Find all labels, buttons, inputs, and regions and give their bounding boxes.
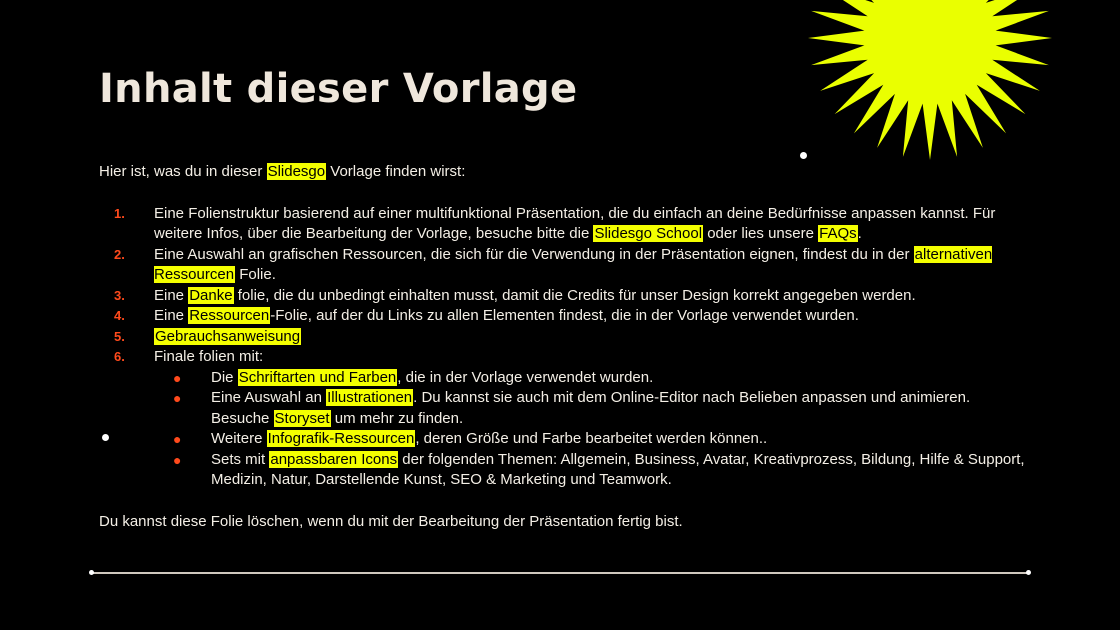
- item-text: Eine Folienstruktur basierend auf einer multifunktional Präsentation, die du einfach an deine Bedürfnisse anpassen kannst. Für weitere Infos, über die Bearbeitung der Vorlage, besuche bitte die: [154, 204, 996, 242]
- item-text: Folie.: [235, 266, 276, 283]
- sub-list-item: [154, 388, 1029, 429]
- list-item: [99, 286, 1029, 307]
- sub-list-item: [154, 450, 1029, 491]
- item-text: Eine: [154, 307, 189, 324]
- fonts-colors-link[interactable]: Schriftarten und Farben: [238, 368, 397, 386]
- item-text: Finale folien mit:: [154, 348, 264, 365]
- item-text: Sets mit: [211, 450, 270, 468]
- divider-line: [92, 572, 1028, 574]
- instructions-link[interactable]: Gebrauchsanweisung: [155, 327, 301, 345]
- list-item: [99, 245, 1029, 286]
- storyset-link[interactable]: Storyset: [274, 409, 330, 427]
- sub-list-item: [154, 368, 1029, 389]
- item-text: Eine: [154, 286, 189, 304]
- item-text: -Folie, auf der du Links zu allen Elementen findest, die in der Vorlage verwendet wurden.: [270, 307, 859, 324]
- customizable-icons-link[interactable]: anpassbaren Icons: [270, 450, 398, 468]
- content-body: [99, 162, 1029, 532]
- slidesgo-link[interactable]: Slidesgo: [267, 163, 326, 180]
- dot-decoration-top: [800, 152, 807, 159]
- intro-text-part: Hier ist, was du in dieser: [99, 163, 267, 180]
- list-item: [99, 204, 1029, 245]
- resources-link[interactable]: Ressourcen: [189, 307, 270, 324]
- divider-dot-right: [1026, 570, 1031, 575]
- item-text: , deren Größe und Farbe bearbeitet werden können..: [415, 430, 768, 447]
- item-text: Eine Auswahl an: [211, 389, 327, 406]
- bullet-icon: ●: [173, 369, 182, 386]
- item-text: um mehr zu finden.: [330, 409, 464, 427]
- item-text: .: [857, 225, 862, 242]
- sub-list-item: [154, 429, 1029, 450]
- content-list: [99, 204, 1029, 491]
- list-item: [99, 306, 1029, 327]
- divider-dot-left: [89, 570, 94, 575]
- infographic-resources-link[interactable]: Infografik-Ressourcen: [267, 430, 415, 447]
- slidesgo-school-link[interactable]: Slidesgo School: [594, 225, 703, 242]
- bullet-icon: ●: [173, 451, 182, 468]
- outro-text: Du kannst diese Folie löschen, wenn du mit der Bearbeitung der Präsentation fertig bist.: [99, 512, 683, 530]
- slide-title: Inhalt dieser Vorlage: [99, 66, 578, 112]
- bullet-icon: ●: [173, 431, 182, 447]
- thanks-link[interactable]: Danke: [189, 286, 233, 304]
- sunburst-shape: [808, 0, 1052, 160]
- item-text: oder lies unsere: [703, 225, 819, 242]
- item-number: 6.: [114, 349, 125, 364]
- list-item: [99, 327, 1029, 348]
- sunburst-icon: [805, 0, 1055, 160]
- item-text: der folgenden Themen: Allgemein, Business, Avatar, Kreativprozess, Bildung, Hilfe & Support, Medizin, Natur, Darstellende Kunst, SEO & Marketing und Teamwork.: [211, 450, 1025, 488]
- item-number: 4.: [114, 308, 125, 323]
- item-text: , die in der Vorlage verwendet wurden.: [397, 368, 654, 386]
- item-text: folie, die du unbedingt einhalten musst, damit die Credits für unser Design korrekt angegeben werden.: [233, 286, 916, 304]
- item-text: Eine Auswahl an grafischen Ressourcen, die sich für die Verwendung in der Präsentation eignen, findest du in der: [154, 245, 914, 263]
- item-text: . Du kannst sie auch mit dem Online-Editor nach Belieben anpassen und animieren. Besuche: [211, 389, 971, 427]
- intro-text-part: Vorlage finden wirst:: [326, 163, 466, 180]
- item-number: 5.: [114, 328, 125, 344]
- item-text: Weitere: [211, 430, 267, 447]
- item-text: Die: [211, 368, 238, 386]
- faqs-link[interactable]: FAQs: [819, 225, 857, 242]
- illustrations-link[interactable]: Illustrationen: [327, 389, 413, 406]
- item-number: 2.: [114, 246, 125, 262]
- bullet-icon: ●: [173, 390, 182, 406]
- intro-text: [99, 162, 1029, 183]
- sub-list: [154, 368, 1029, 491]
- alternative-resources-link[interactable]: alternativen Ressourcen: [154, 245, 993, 283]
- item-number: 3.: [114, 287, 125, 303]
- list-item: [99, 347, 1029, 491]
- item-number: 1.: [114, 205, 125, 221]
